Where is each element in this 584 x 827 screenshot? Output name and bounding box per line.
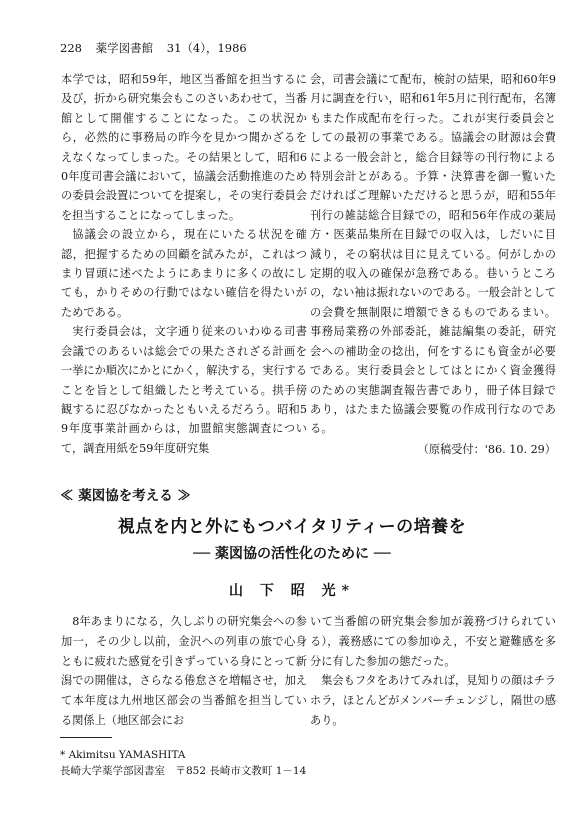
footnote-affiliation: 長崎大学薬学部図書室 〒852 長崎市文教町 1－14 — [60, 765, 307, 777]
page-number: 228 — [60, 41, 82, 55]
article-title: 視点を内と外にもつバイタリティーの培養を — [117, 517, 467, 537]
footnote-rule — [60, 737, 112, 738]
paragraph: 協議会の設立から，現在にいたる状況を確認，把握するための回顧を試みたが，これはつまり冒頭に述べたようにあまりに多くの故にしても，かりそめの行動ではない確信を得たいがためである。 — [61, 228, 307, 319]
article2-column-right — [310, 612, 556, 731]
paragraph: 会，司書会議にて配布，検討の結果，昭和60年9月に調査を行い，昭和61年5月に刊行配布，名簿もまた作成配布を行った。これが実行委員会としての最初の事業である。協議会の財源は会費による一般会計と，総合目録等の刊行物による特別会計とがある。予算・決算書を御一覧いただければご理解いただけると思うが，昭和55年刊行の雑誌総合目録での，昭和56年作成の薬局方・医薬品集所在目録での収入は，しだいに目減り，その窮状は目に見えている。何がしかの定期的収入の確保が急務である。巷いうところの，ない袖は振れないのである。一般会計としての会費を無制限に増額できるものであるまい。事務局業務の外部委託，雑誌編集の委託，研究会への補助金の捻出，何をするにも資金が必要である。実行委員会としてはとにかく資金獲得のための実態調査報告書であり，冊子体目録であり，はたまた協議会要覧の作成刊行なのである。 — [310, 73, 556, 436]
footnote-author: * Akimitsu YAMASHITA — [60, 749, 186, 761]
running-header — [60, 40, 257, 56]
article-subtitle: ── 薬図協の活性化のために ── — [193, 546, 391, 562]
article1-column-right — [310, 70, 556, 459]
paragraph: 8年あまりになる，久しぶりの研究集会への参加一，その少し以前，金沢への列車の旅で心身ともに疲れた感覚を引きずっている身にとって新潟での開催は，さらなる倦怠さを増幅させ，加えて本年度は九州地区部会の当番館を担当している関係上（地区部会にお — [61, 615, 307, 727]
paragraph: 本学では，昭和59年，地区当番館を担当するに及び，折から研究集会もこのさいあわせて，当番館として開催することになった。この状況から，必然的に事務局の昨今を見かつ聞かざるをえなくなってしまった。その結果として，昭和60年度司書会議において，協議会活動推進のための委員会設置についてを提案し，その実行委員会を担当することになってしまった。 — [61, 73, 307, 222]
paragraph: 実行委員会は，文字通り従来のいわゆる司書会議でのあるいは総会での果たされざる計画を一挙にか順次にかとにかく，解決する，実行することを旨として組織したと考えている。拱手傍観するに忍びなかったともいえるだろう。昭和59年度事業計画からは，加盟館実態調査について，調査用紙を59年度研究集 — [61, 325, 307, 455]
author-name: 山 下 昭 光* — [229, 583, 355, 599]
series-heading: ≪ 薬図協を考える ≫ — [60, 488, 191, 504]
paragraph: いて当番館の研究集会参加が義務づけられている），義務感にての参加ゆえ，不安と避難感を多分に有した参加の態だった。 — [310, 615, 556, 668]
article2-column-left — [61, 612, 307, 731]
journal-name: 薬学図書館 — [95, 41, 154, 55]
paragraph: 集会もフタをあけてみれば，見知りの顔はチラホラ，ほとんどがメンバーチェンジし，隔世の感あり。 — [310, 674, 556, 727]
received-date: （原稿受付：'86. 10. 29） — [417, 442, 556, 456]
volume-issue: 31（4），1986 — [166, 41, 247, 55]
article1-column-left — [61, 70, 307, 458]
footnote — [60, 747, 306, 779]
